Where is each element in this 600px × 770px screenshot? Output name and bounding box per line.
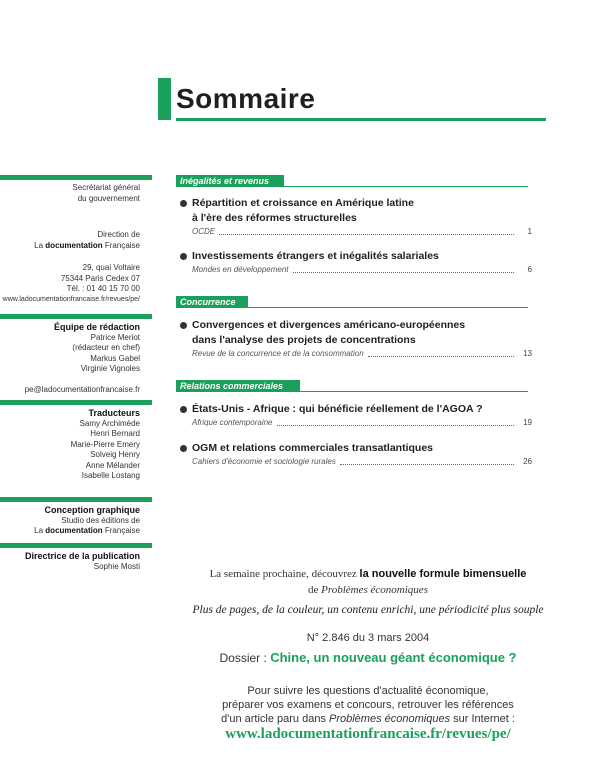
toc-entry[interactable] — [180, 249, 532, 276]
directrice-name: Sophie Mosti — [93, 561, 140, 571]
redaction-email[interactable]: pe@ladocumentationfrancaise.fr — [24, 384, 140, 394]
dot-leader — [219, 234, 514, 235]
info-line: préparer vos examens et concours, retrouver les références — [222, 699, 514, 711]
brand-suffix: Française — [102, 526, 140, 535]
sidebar-conception-block — [0, 505, 140, 537]
tagline: Plus de pages, de la couleur, un contenu enrichi, une périodicité plus souple — [192, 604, 544, 616]
entry-title — [180, 402, 532, 417]
sidebar-traducteurs-block — [0, 408, 140, 482]
sidebar-divider — [0, 543, 152, 548]
entry-source-line — [180, 417, 532, 429]
bullet-icon — [180, 445, 187, 452]
traducteur-name: Anne Mélander — [85, 460, 140, 470]
redaction-name: (rédacteur en chef) — [72, 343, 140, 352]
sidebar-divider — [0, 400, 152, 405]
conception-line: Studio des éditions de — [61, 515, 140, 525]
sidebar-direction-block — [0, 230, 140, 251]
address-line: 75344 Paris Cedex 07 — [60, 273, 140, 283]
redaction-name: Virginie Vignoles — [80, 364, 140, 373]
traducteurs-heading: Traducteurs — [88, 408, 140, 418]
entry-title — [180, 196, 532, 211]
bullet-icon — [180, 253, 187, 260]
toc-entry[interactable] — [180, 318, 532, 360]
address-line: 29, quai Voltaire — [82, 263, 140, 272]
entry-source: Cahiers d'économie et sociologie rurales — [192, 457, 336, 466]
dot-leader — [293, 272, 514, 273]
brand-prefix: La — [34, 240, 46, 250]
title-line: États-Unis - Afrique : qui bénéficie réellement de l'AGOA ? — [192, 403, 483, 415]
dossier-label: Dossier : — [219, 651, 271, 665]
redaction-heading: Équipe de rédaction — [53, 322, 140, 332]
toc-entry[interactable] — [180, 441, 532, 468]
entry-page: 6 — [527, 265, 532, 274]
traducteur-name: Marie-Pierre Emery — [70, 439, 140, 449]
toc-entry[interactable] — [180, 402, 532, 429]
section-header-concurrence: Concurrence — [176, 296, 248, 308]
sidebar-divider — [0, 314, 152, 319]
brand-prefix: La — [34, 526, 46, 535]
entry-title — [180, 249, 532, 264]
toc-entry[interactable] — [180, 196, 532, 238]
bullet-icon — [180, 200, 187, 207]
sidebar-gov-line: Secrétariat général — [72, 183, 140, 192]
entry-source-line — [180, 226, 532, 238]
dot-leader — [277, 425, 515, 426]
sidebar-gov-block — [0, 183, 140, 204]
section-header-inegalites: Inégalités et revenus — [176, 175, 284, 187]
sidebar-address-block — [0, 263, 140, 305]
dossier — [176, 650, 560, 665]
dossier-title: Chine, un nouveau géant économique ? — [270, 650, 517, 665]
entry-title: dans l'analyse des projets de concentrations — [192, 334, 416, 346]
redaction-name: Patrice Meriot — [90, 332, 140, 342]
sidebar-divider — [0, 497, 152, 502]
announcement — [176, 566, 560, 598]
address-url[interactable]: www.ladocumentationfrancaise.fr/revues/pe/ — [2, 295, 140, 303]
entry-page: 13 — [523, 349, 532, 358]
sidebar-redaction-block — [0, 322, 140, 395]
publication-name: Problèmes économiques — [329, 713, 451, 725]
title-accent-bar — [158, 78, 171, 120]
announce-highlight: la nouvelle formule bimensuelle — [359, 568, 527, 580]
entry-source: Revue de la concurrence et de la consommation — [192, 349, 364, 358]
title-line: OGM et relations commerciales transatlantiques — [192, 442, 433, 454]
address-phone: Tél. : 01 40 15 70 00 — [66, 284, 140, 293]
info-paragraph — [176, 684, 560, 726]
traducteur-name: Henri Bernard — [90, 429, 140, 438]
section-rule — [176, 307, 528, 308]
redaction-name: Markus Gabel — [90, 353, 140, 363]
entry-source-line — [180, 456, 532, 468]
info-line: d'un article paru dans — [221, 713, 329, 725]
entry-source-line — [180, 348, 532, 360]
entry-source: Mondes en développement — [192, 265, 289, 274]
sidebar-direction-line: Direction de — [97, 230, 140, 239]
announce-text: La semaine prochaine, découvrez — [209, 568, 360, 580]
entry-source-line — [180, 264, 532, 276]
sidebar-directrice-block — [0, 551, 140, 572]
entry-source: Afrique contemporaine — [192, 418, 273, 427]
brand-bold: documentation — [45, 526, 103, 535]
info-line: Pour suivre les questions d'actualité économique, — [247, 685, 489, 697]
title-line: Investissements étrangers et inégalités salariales — [192, 250, 439, 262]
entry-page: 26 — [523, 457, 532, 466]
dot-leader — [368, 356, 514, 357]
title-line: Répartition et croissance en Amérique latine — [192, 197, 414, 209]
section-rule — [176, 186, 528, 187]
entry-page: 1 — [527, 227, 532, 236]
issue-number: N° 2.846 du 3 mars 2004 — [306, 632, 430, 644]
bullet-icon — [180, 406, 187, 413]
directrice-heading: Directrice de la publication — [24, 551, 140, 561]
page-title: Sommaire — [176, 83, 316, 114]
traducteur-name: Solveig Henry — [90, 450, 140, 459]
entry-title: à l'ère des réformes structurelles — [192, 212, 357, 224]
dot-leader — [340, 464, 514, 465]
sidebar-gov-line: du gouvernement — [77, 193, 140, 203]
website-link[interactable]: www.ladocumentationfrancaise.fr/revues/pe/ — [225, 726, 511, 742]
entry-title — [180, 441, 532, 456]
entry-source: OCDE — [192, 227, 216, 236]
section-header-relations: Relations commerciales — [176, 380, 300, 392]
traducteur-name: Samy Archimède — [79, 418, 140, 428]
entry-title — [180, 318, 532, 333]
brand-suffix: Française — [102, 240, 140, 250]
announce-text: de — [308, 584, 322, 596]
title-line: Convergences et divergences américano-européennes — [192, 319, 466, 331]
section-rule — [176, 391, 528, 392]
traducteur-name: Isabelle Lostang — [81, 471, 140, 480]
publication-name: Problèmes économiques — [321, 584, 428, 596]
title-underline — [176, 118, 546, 121]
sidebar-divider — [0, 175, 152, 180]
entry-page: 19 — [523, 418, 532, 427]
conception-heading: Conception graphique — [44, 505, 140, 515]
bullet-icon — [180, 322, 187, 329]
brand-bold: documentation — [45, 240, 103, 250]
info-line: sur Internet : — [450, 713, 515, 725]
